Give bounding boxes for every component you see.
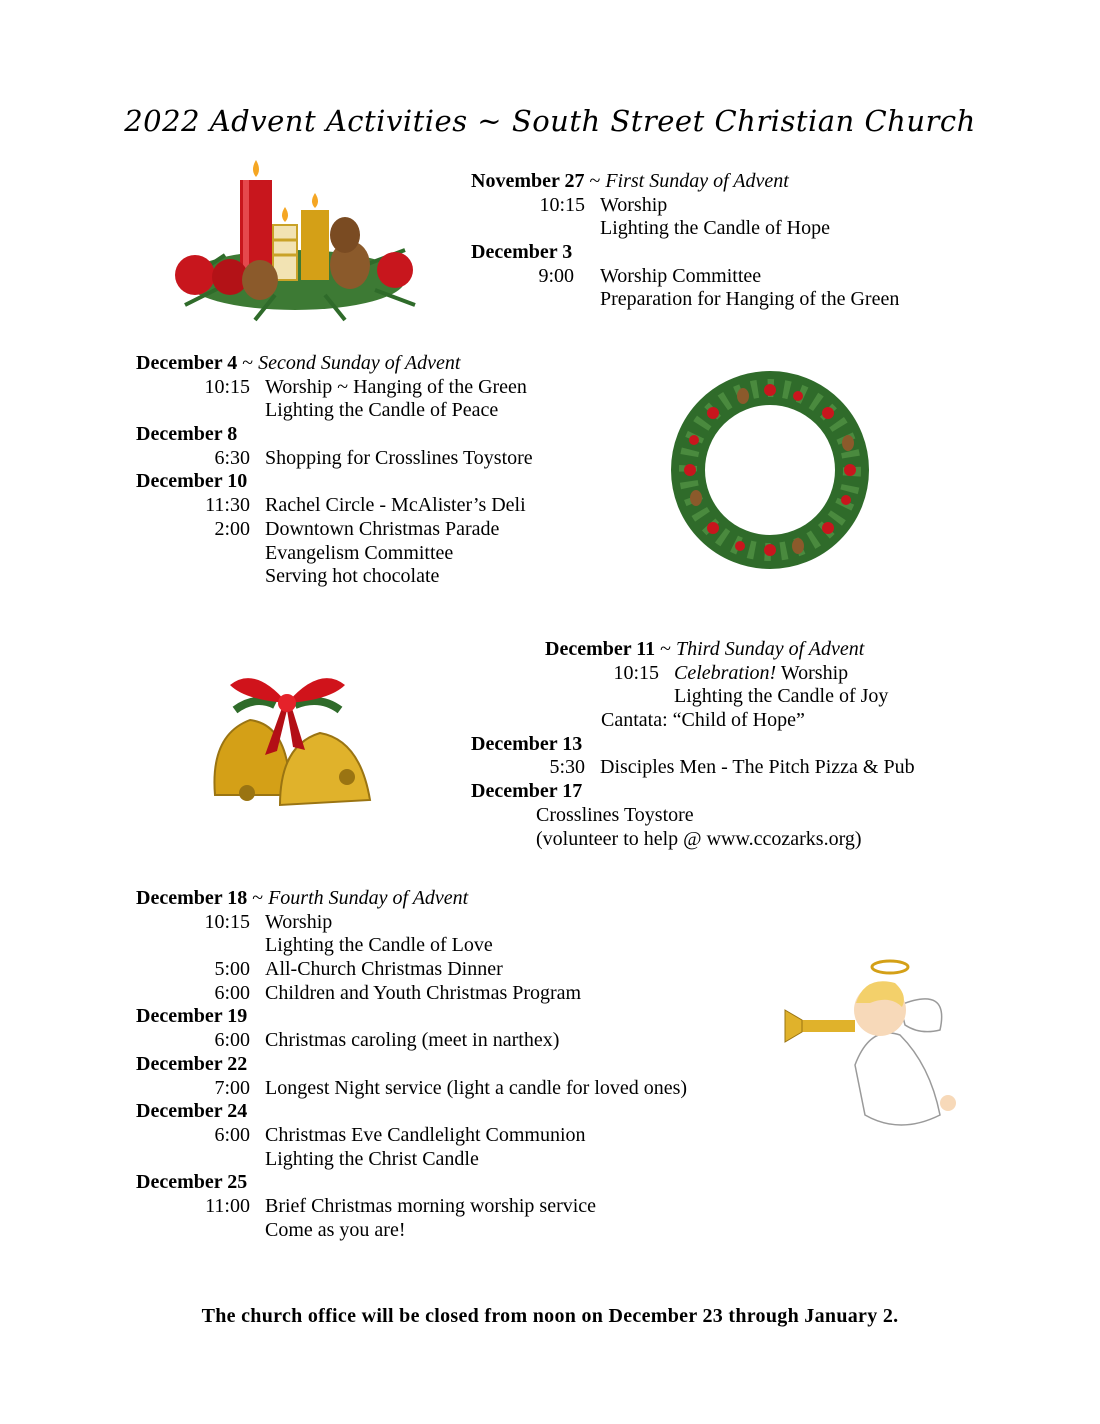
event-description: Cantata: “Child of Hope”: [601, 709, 805, 732]
page-title: 2022 Advent Activities ~ South Street Christian Church: [124, 104, 976, 138]
event-description: Worship Committee: [600, 264, 762, 287]
event-date: December 11: [545, 638, 656, 660]
event-description: Worship: [265, 910, 333, 933]
event-subtitle: Fourth Sunday of Advent: [268, 887, 469, 909]
event-date: November 27: [471, 170, 585, 192]
event-time: 2:00: [214, 517, 250, 540]
event-description: Downtown Christmas Parade: [265, 517, 500, 540]
event-description: Lighting the Christ Candle: [265, 1147, 479, 1170]
event-date: December 25: [136, 1171, 248, 1194]
event-time: 6:00: [214, 981, 250, 1004]
event-time: 9:00: [538, 264, 574, 287]
event-subtitle: Second Sunday of Advent: [258, 352, 461, 374]
office-closed-notice: The church office will be closed from noon on December 23 through January 2.: [201, 1305, 899, 1327]
event-description: Worship: [600, 193, 668, 216]
event-description: Come as you are!: [265, 1218, 406, 1241]
event-time: 6:00: [214, 1123, 250, 1146]
event-date: December 24: [136, 1100, 248, 1123]
event-description: Crosslines Toystore: [536, 803, 694, 826]
event-subtitle: Third Sunday of Advent: [675, 638, 865, 660]
event-time: 10:15: [204, 910, 250, 933]
event-description: Evangelism Committee: [265, 541, 454, 564]
event-time: 6:00: [214, 1029, 250, 1052]
section-second-sunday: December 4 ~ Second Sunday of Advent 10:15 Worship ~ Hanging of the Green Lighting the Candle of Peace December 8 6:30 Shopping for Crosslines Toystore December 10 11:30 Rachel Circle - McAlister’s Deli 2:00 Downtown Christmas Parade Evangelism Committee Serving hot chocolate: [136, 352, 533, 588]
event-date: December 19: [136, 1005, 248, 1028]
bells-illustration: [195, 665, 380, 820]
event-date: December 13: [471, 732, 583, 755]
event-description: Children and Youth Christmas Program: [265, 981, 582, 1004]
event-description: Lighting the Candle of Joy: [674, 685, 889, 708]
event-date: December 17: [471, 780, 583, 803]
event-date: December 3: [471, 241, 573, 264]
angel-illustration: [780, 955, 970, 1140]
event-description: Celebration! Worship: [674, 661, 849, 684]
section-third-sunday: December 11 ~ Third Sunday of Advent 10:15 Celebration! Worship Lighting the Candle of Joy Cantata: “Child of Hope” December 13 5:30 Disciples Men - The Pitch Pizza & Pub December 17 Crosslines Toystore (volunteer to help @ www.ccozarks.org): [471, 638, 915, 850]
event-description: Shopping for Crosslines Toystore: [265, 446, 533, 469]
event-time: 7:00: [214, 1076, 250, 1099]
event-description: (volunteer to help @ www.ccozarks.org): [536, 827, 862, 850]
event-description: Christmas caroling (meet in narthex): [265, 1029, 560, 1052]
event-date: December 18: [136, 887, 248, 909]
event-date: December 8: [136, 423, 238, 446]
event-description: Serving hot chocolate: [265, 565, 440, 588]
event-time: 5:00: [214, 958, 250, 981]
event-description: Brief Christmas morning worship service: [265, 1194, 597, 1217]
event-description: Christmas Eve Candlelight Communion: [265, 1123, 586, 1146]
section-fourth-sunday: December 18 ~ Fourth Sunday of Advent 10:15 Worship Lighting the Candle of Love 5:00 All-Church Christmas Dinner 6:00 Children and Youth Christmas Program December 19 6:00 Christmas caroling (meet in narthex) December 22 7:00 Longest Night service (light a candle for loved ones) December 24 6:00 Christmas Eve Candlelight Communion Lighting the Christ Candle December 25 11:00 Brief Christmas morning worship service Come as you are!: [136, 887, 688, 1241]
event-time: 6:30: [214, 446, 250, 469]
candles-illustration: [165, 155, 430, 325]
wreath-illustration: [668, 368, 873, 573]
event-subtitle: First Sunday of Advent: [605, 170, 789, 192]
event-time: 10:15: [539, 193, 585, 216]
event-date: December 22: [136, 1052, 248, 1075]
event-description: Lighting the Candle of Peace: [265, 399, 499, 422]
section-first-sunday: November 27 ~ First Sunday of Advent 10:15 Worship Lighting the Candle of Hope December 3 9:00 Worship Committee Preparation for Hanging of the Green: [471, 170, 900, 311]
event-time: 10:15: [204, 375, 250, 398]
event-description: All-Church Christmas Dinner: [265, 958, 503, 981]
event-time: 11:30: [205, 494, 250, 517]
event-description: Lighting the Candle of Love: [265, 934, 493, 957]
event-time: 5:30: [549, 756, 585, 779]
event-description: Disciples Men - The Pitch Pizza & Pub: [600, 756, 915, 779]
event-date: December 10: [136, 470, 248, 493]
event-description: Longest Night service (light a candle for loved ones): [265, 1076, 688, 1099]
event-time: 11:00: [205, 1194, 250, 1217]
event-description: Preparation for Hanging of the Green: [600, 288, 900, 311]
event-time: 10:15: [613, 661, 659, 684]
event-date: December 4: [136, 352, 238, 374]
event-description: Worship ~ Hanging of the Green: [265, 375, 527, 398]
event-description: Rachel Circle - McAlister’s Deli: [265, 494, 526, 517]
event-description: Lighting the Candle of Hope: [600, 217, 830, 240]
